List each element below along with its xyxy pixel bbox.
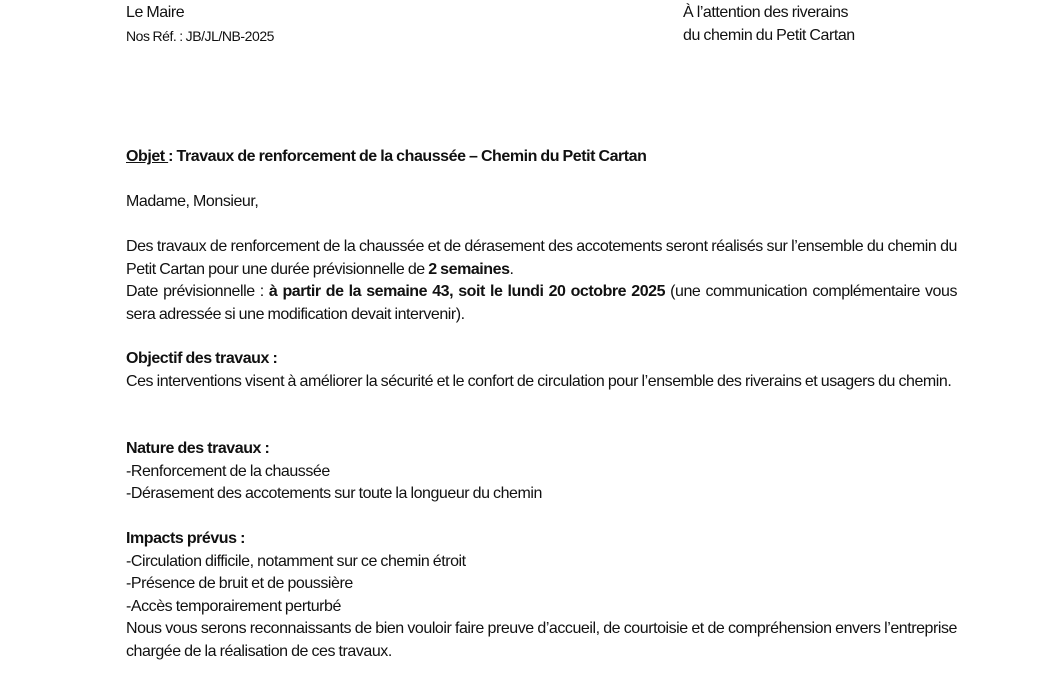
objective-section [126, 348, 957, 393]
subject-text: Travaux de renforcement de la chaussée – Chemin du Petit Cartan [173, 148, 647, 165]
recipient-line-2: du chemin du Petit Cartan [683, 26, 855, 44]
impacts-heading: Impacts prévus : [126, 530, 245, 547]
subject-label: Objet [126, 148, 169, 165]
subject-colon: : [168, 148, 174, 165]
date-value: à partir de la semaine 43, soit le lundi 20 octobre 2025 [268, 283, 666, 300]
intro-date [126, 281, 957, 326]
intro-part-2: . [509, 260, 514, 278]
impact-item: -Présence de bruit et de poussière [126, 575, 353, 592]
impact-item: -Accès temporairement perturbé [126, 597, 341, 615]
nature-item: -Renforcement de la chaussée [126, 462, 330, 480]
recipient-line-1: À l’attention des riverains [683, 4, 849, 21]
nature-item: -Dérasement des accotements sur toute la longueur du chemin [126, 485, 542, 502]
nature-heading: Nature des travaux : [126, 440, 270, 457]
recipient-block [683, 2, 1023, 47]
sender-block [126, 2, 426, 47]
closing-text: Nous vous serons reconnaissants de bien vouloir faire preuve d’accueil, de courtoisie et de compréhension envers l’entreprise chargée de la réalisation de ces travaux. [126, 620, 957, 660]
intro-duration: 2 semaines [428, 260, 510, 278]
intro-sentence [126, 236, 957, 281]
intro-paragraph [126, 236, 957, 326]
salutation: Madame, Monsieur, [126, 193, 259, 210]
impact-item: -Circulation difficile, notamment sur ce chemin étroit [126, 552, 466, 570]
nature-section [126, 438, 957, 506]
date-label: Date prévisionnelle : [126, 283, 269, 300]
intro-part-1: Des travaux de renforcement de la chaussée et de dérasement des accotements seront réalisés sur l’ensemble du chemin du Petit Cartan pour une durée prévisionnelle de [126, 238, 957, 278]
sender-name: Le Maire [126, 4, 185, 21]
objective-text: Ces interventions visent à améliorer la sécurité et le confort de circulation pour l’ensemble des riverains et usagers du chemin. [126, 372, 952, 390]
subject-line [126, 146, 957, 169]
reference-number: Nos Réf. : JB/JL/NB-2025 [126, 27, 274, 44]
date-note: (une communication complémentaire vous sera adressée si une modification devait intervenir). [126, 283, 958, 323]
impacts-section [126, 528, 957, 663]
objective-heading: Objectif des travaux : [126, 350, 278, 367]
